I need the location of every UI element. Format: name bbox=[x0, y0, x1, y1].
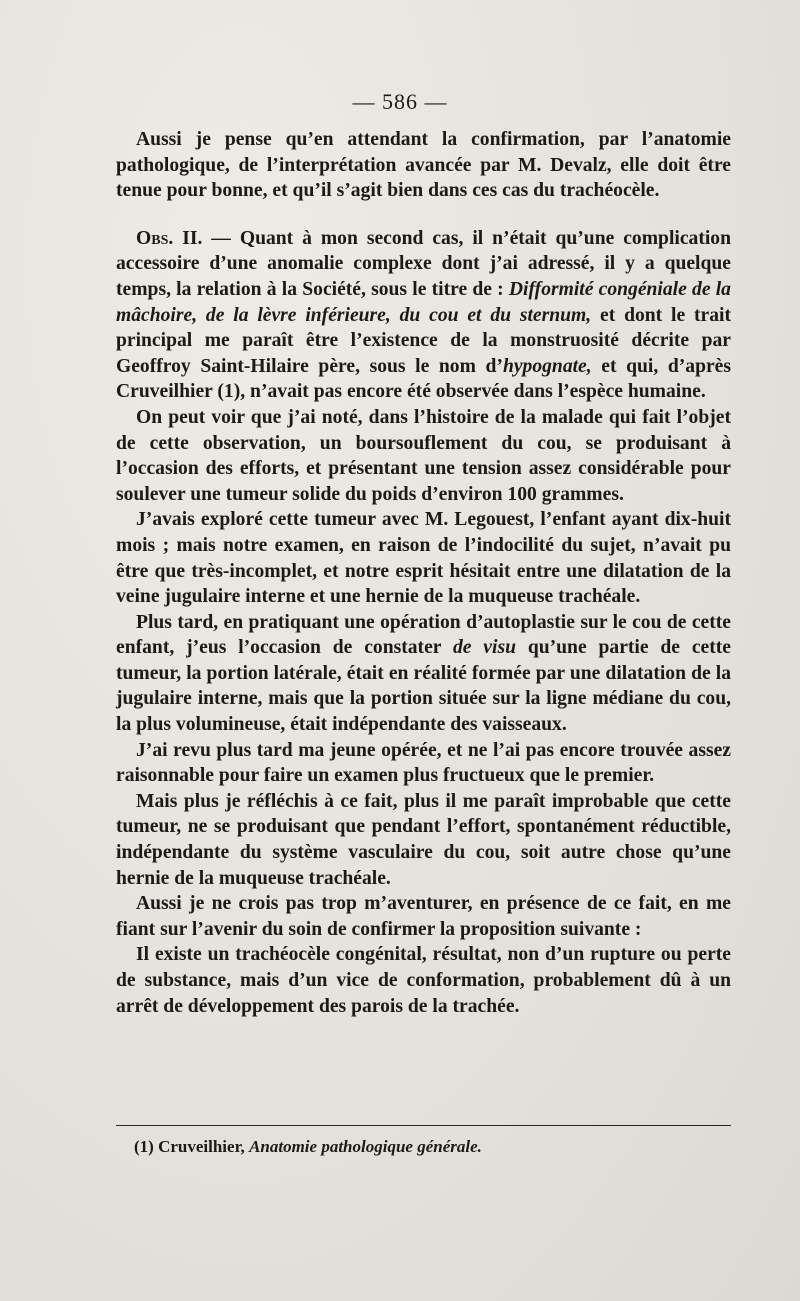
paragraph-8: Aussi je ne crois pas trop m’aventurer, en présence de ce fait, en me fiant sur l’avenir du soin de confirmer la proposition suivante : bbox=[116, 893, 731, 940]
obs-text-a: — Quant à mon second cas, il n’était qu’une complication accessoire d’une anomalie complexe dont j’ai adressé, il y a quelque temps, la relation à la Société, sous le titre de : bbox=[116, 227, 731, 300]
footnote-marker: (1) Cruveilhier, bbox=[134, 1137, 250, 1156]
p5-text-a: Plus tard, en pratiquant une opération d’autoplastie sur le cou de cette enfant, j’eus l’occasion de constater bbox=[116, 611, 731, 659]
footnote-rule bbox=[116, 1125, 731, 1126]
footnote bbox=[134, 1136, 724, 1158]
obs-text-c: et qui, d’après Cruveilhier (1), n’avait pas encore été observée dans l’espèce humaine. bbox=[116, 355, 731, 403]
page-number: — 586 — bbox=[352, 89, 448, 114]
obs-text-b: et dont le trait principal me paraît être l’existence de la monstruosité décrite par Geoffroy Saint-Hilaire père, sous le nom d’ bbox=[116, 304, 731, 377]
paragraph-5 bbox=[116, 610, 731, 738]
paragraph-3: On peut voir que j’ai noté, dans l’histoire de la malade qui fait l’objet de cette observation, un boursouflement du cou, se produisant à l’occasion des efforts, et présentant une tension assez considérable pour soulever une tumeur solide du poids d’environ 100 grammes. bbox=[116, 406, 731, 505]
p5-latin: de visu bbox=[452, 637, 516, 659]
body-text bbox=[116, 127, 731, 1019]
paragraph-6: J’ai revu plus tard ma jeune opérée, et ne l’ai pas encore trouvée assez raisonnable pour faire un examen plus fructueux que le premier. bbox=[116, 739, 731, 787]
paragraph-obs-2 bbox=[116, 226, 731, 405]
obs-term: hypognate, bbox=[502, 355, 592, 377]
footnote-title: Anatomie pathologique générale. bbox=[249, 1137, 482, 1156]
p5-text-b: qu’une partie de cette tumeur, la portion latérale, était en réalité formée par une dilatation de la jugulaire interne, mais que la portion située sur la ligne médiane du cou, la plus volumineuse, était indépendante des vaisseaux. bbox=[116, 637, 731, 736]
paragraph-9: Il existe un trachéocèle congénital, résultat, non d’un rupture ou perte de substance, mais d’un vice de conformation, probablement dû à un arrêt de développement des parois de la trachée. bbox=[116, 944, 731, 1017]
paragraph-7: Mais plus je réfléchis à ce fait, plus il me paraît improbable que cette tumeur, ne se produisant que pendant l’effort, spontanément réductible, indépendante du système vasculaire du cou, soit autre chose qu’une hernie de la muqueuse trachéale. bbox=[116, 790, 731, 889]
paragraph-1: Aussi je pense qu’en attendant la confirmation, par l’anatomie pathologique, de l’interprétation avancée par M. Devalz, elle doit être tenue pour bonne, et qu’il s’agit bien dans ces cas du trachéocèle. bbox=[116, 129, 731, 202]
obs-label: Obs. II. bbox=[136, 227, 203, 249]
paragraph-4: J’avais exploré cette tumeur avec M. Legouest, l’enfant ayant dix-huit mois ; mais notre examen, en raison de l’indocilité du sujet, n’avait pu être que très-incomplet, et notre esprit hésitait entre une dilatation de la veine jugulaire interne et une hernie de la muqueuse trachéale. bbox=[116, 509, 731, 608]
obs-title: Difformité congéniale de la mâchoire, de la lèvre inférieure, du cou et du sternum, bbox=[116, 278, 731, 326]
